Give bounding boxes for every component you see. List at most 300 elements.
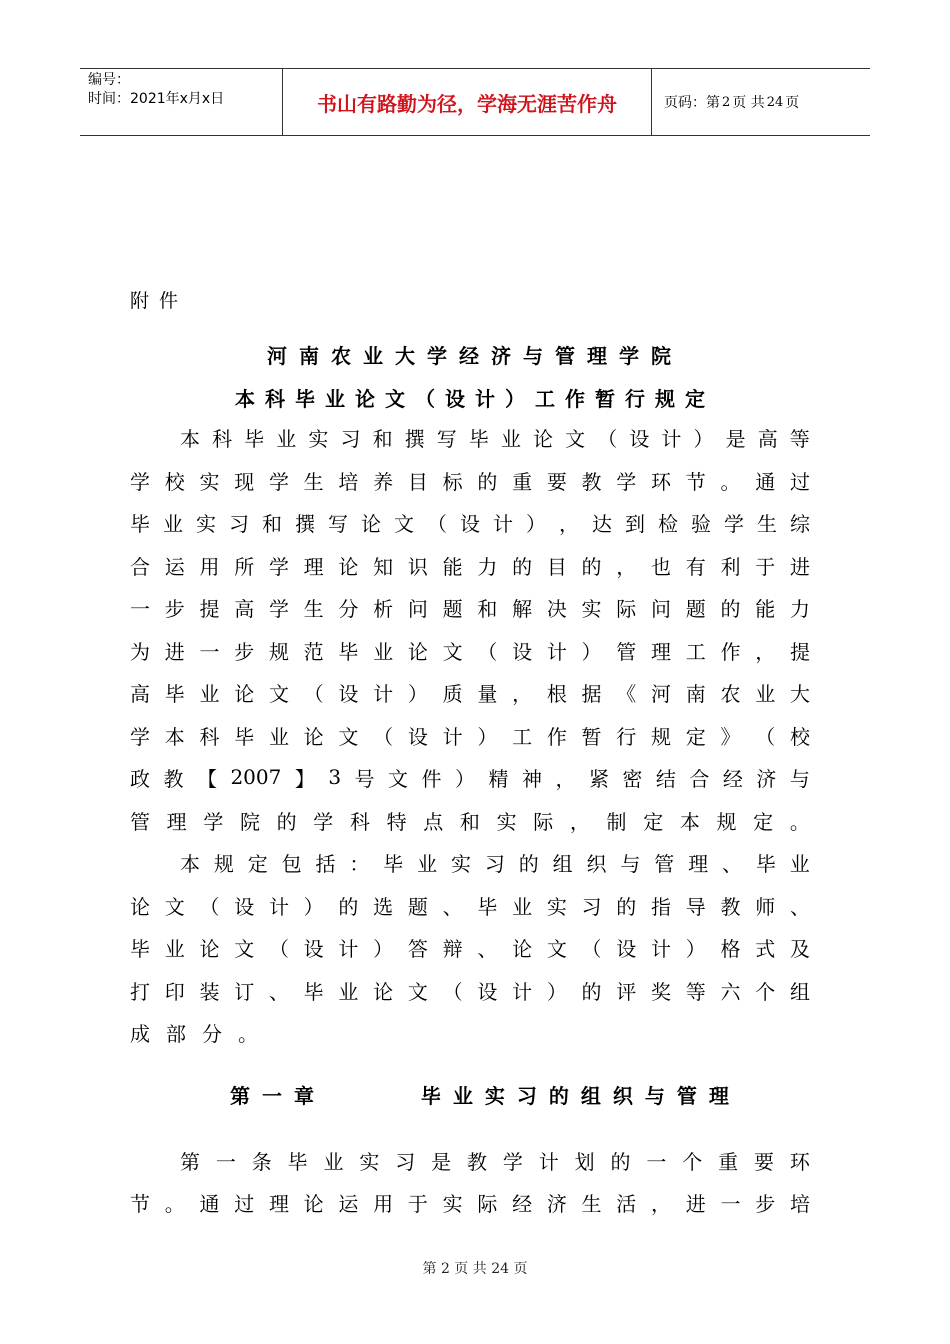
- text-glyph: 理: [651, 639, 672, 664]
- text-glyph: 际: [616, 596, 637, 621]
- text-glyph: 识: [407, 554, 428, 579]
- text-glyph: 及: [789, 936, 810, 961]
- text-glyph: 写: [328, 511, 348, 536]
- text-glyph: ）: [526, 511, 546, 536]
- text-glyph: ，: [569, 809, 590, 834]
- text-glyph: 包: [281, 851, 302, 876]
- text-glyph: 计: [338, 936, 359, 961]
- text-glyph: 一: [215, 1149, 236, 1174]
- text-glyph: 力: [477, 554, 498, 579]
- text-glyph: 培: [789, 1191, 810, 1216]
- page-footer: 第 2 页 共 24 页: [422, 1261, 528, 1277]
- text-glyph: 选: [373, 894, 394, 919]
- text-glyph: 一: [720, 1191, 741, 1216]
- text-glyph: 工: [685, 639, 706, 664]
- text-glyph: 毕: [383, 851, 404, 876]
- text-glyph: 题: [685, 596, 706, 621]
- body-line: [130, 890, 810, 920]
- text-glyph: 设: [303, 936, 324, 961]
- text-glyph: 生: [581, 1191, 602, 1216]
- text-glyph: 定: [685, 724, 706, 749]
- text-glyph: 本: [180, 851, 200, 876]
- text-glyph: 行: [616, 724, 637, 749]
- text-glyph: 高: [757, 426, 778, 451]
- text-glyph: 学: [724, 511, 744, 536]
- text-glyph: 设: [460, 511, 480, 536]
- text-glyph: 业: [417, 851, 438, 876]
- text-glyph: ）: [693, 426, 714, 451]
- text-glyph: 学: [268, 554, 289, 579]
- text-glyph: 设: [338, 681, 359, 706]
- text-glyph: 量: [477, 681, 498, 706]
- body-line: [130, 1017, 810, 1047]
- text-glyph: 环: [789, 1149, 810, 1174]
- text-glyph: 作: [546, 724, 567, 749]
- text-glyph: 步: [234, 639, 255, 664]
- text-glyph: 校: [164, 469, 185, 494]
- text-glyph: 养: [373, 469, 394, 494]
- text-glyph: 业: [163, 511, 183, 536]
- text-glyph: 生: [757, 511, 777, 536]
- text-glyph: 到: [625, 511, 645, 536]
- text-glyph: 文: [234, 936, 255, 961]
- text-glyph: 农: [720, 681, 741, 706]
- text-glyph: 等: [789, 426, 810, 451]
- text-glyph: 的: [338, 894, 359, 919]
- text-glyph: 于: [407, 1191, 428, 1216]
- text-glyph: 毕: [468, 426, 489, 451]
- header-page-info: [652, 69, 870, 135]
- text-glyph: 实: [199, 469, 220, 494]
- text-glyph: 为: [130, 639, 150, 664]
- text-glyph: 装: [199, 979, 220, 1004]
- text-glyph: 计: [651, 936, 672, 961]
- text-glyph: 作: [720, 639, 741, 664]
- text-glyph: 文: [394, 511, 414, 536]
- text-glyph: 毕: [234, 724, 255, 749]
- text-glyph: 写: [436, 426, 457, 451]
- text-glyph: 导: [685, 894, 706, 919]
- page-header: [80, 68, 870, 136]
- page-suffix: 页: [785, 95, 800, 111]
- text-glyph: 题: [407, 894, 428, 919]
- text-glyph: 理: [268, 1191, 289, 1216]
- text-glyph: 习: [484, 851, 505, 876]
- text-glyph: 特: [386, 809, 407, 834]
- page-prefix: 页码：第: [664, 95, 720, 111]
- text-glyph: 师: [755, 894, 776, 919]
- text-glyph: 、: [442, 894, 463, 919]
- body-line: [130, 677, 810, 707]
- text-glyph: 本: [164, 724, 185, 749]
- text-glyph: 设: [629, 426, 650, 451]
- text-glyph: 论: [130, 894, 150, 919]
- text-glyph: 和: [262, 511, 282, 536]
- text-glyph: 决: [546, 596, 567, 621]
- text-glyph: 》: [720, 724, 741, 749]
- text-glyph: 也: [651, 554, 672, 579]
- text-glyph: 知: [373, 554, 394, 579]
- text-glyph: 所: [234, 554, 255, 579]
- text-glyph: ：: [349, 851, 370, 876]
- text-glyph: 【: [196, 766, 217, 791]
- text-glyph: ，: [555, 766, 576, 791]
- text-glyph: 奖: [651, 979, 672, 1004]
- document-time: 时间：2021年x月x日: [88, 91, 225, 107]
- text-glyph: 科: [199, 724, 220, 749]
- text-glyph: 论: [303, 724, 324, 749]
- text-glyph: 文: [388, 766, 409, 791]
- text-glyph: 条: [251, 1149, 272, 1174]
- text-glyph: 分: [202, 1021, 222, 1046]
- text-glyph: 格: [720, 936, 741, 961]
- text-glyph: 个: [755, 979, 776, 1004]
- text-glyph: 神: [521, 766, 542, 791]
- text-glyph: 指: [651, 894, 672, 919]
- text-glyph: 理: [303, 554, 324, 579]
- body-line: [130, 550, 810, 580]
- text-glyph: 业: [512, 894, 533, 919]
- text-glyph: ，: [512, 681, 533, 706]
- text-glyph: 是: [431, 1149, 452, 1174]
- text-glyph: 文: [442, 639, 463, 664]
- text-glyph: 管: [654, 851, 675, 876]
- text-glyph: 提: [199, 596, 220, 621]
- text-glyph: 要: [546, 469, 567, 494]
- text-glyph: 一: [646, 1149, 667, 1174]
- text-glyph: 号: [354, 766, 375, 791]
- text-glyph: 据: [581, 681, 602, 706]
- text-glyph: 过: [789, 469, 810, 494]
- text-glyph: 验: [691, 511, 711, 536]
- text-glyph: 学: [313, 809, 334, 834]
- text-glyph: 撰: [404, 426, 425, 451]
- text-glyph: 检: [658, 511, 678, 536]
- body-line: [180, 422, 810, 452]
- text-glyph: 实: [359, 1149, 380, 1174]
- text-glyph: 文: [268, 681, 289, 706]
- body-line: [180, 847, 810, 877]
- text-glyph: 和: [459, 809, 480, 834]
- text-glyph: 、: [722, 851, 742, 876]
- body-line: [130, 592, 810, 622]
- text-glyph: 根: [546, 681, 567, 706]
- text-glyph: （: [268, 936, 289, 961]
- text-glyph: 。: [164, 1191, 185, 1216]
- text-glyph: 进: [789, 554, 810, 579]
- text-glyph: 过: [234, 1191, 255, 1216]
- page-mid: 页 共: [732, 95, 765, 111]
- text-glyph: 南: [685, 681, 706, 706]
- text-glyph: 本: [679, 809, 700, 834]
- text-glyph: 设: [234, 894, 255, 919]
- text-glyph: 经: [722, 766, 743, 791]
- text-glyph: 定: [247, 851, 268, 876]
- text-glyph: 答: [407, 936, 428, 961]
- text-glyph: ）: [477, 724, 498, 749]
- text-glyph: 步: [755, 1191, 776, 1216]
- text-glyph: 。: [789, 809, 810, 834]
- text-glyph: 河: [651, 681, 672, 706]
- text-glyph: 毕: [287, 1149, 308, 1174]
- text-glyph: 析: [373, 596, 394, 621]
- body-line: [130, 507, 810, 537]
- text-glyph: 结: [655, 766, 676, 791]
- text-glyph: 重: [718, 1149, 739, 1174]
- text-glyph: 提: [789, 639, 810, 664]
- text-glyph: 进: [685, 1191, 706, 1216]
- text-glyph: 计: [538, 1149, 559, 1174]
- text-glyph: ，: [559, 511, 579, 536]
- text-glyph: 印: [164, 979, 185, 1004]
- text-glyph: 毕: [164, 681, 185, 706]
- header-meta: [80, 69, 282, 135]
- text-glyph: 教: [163, 766, 184, 791]
- text-glyph: 计: [268, 894, 289, 919]
- text-glyph: 毕: [130, 511, 150, 536]
- text-glyph: 目: [407, 469, 428, 494]
- text-glyph: 节: [685, 469, 706, 494]
- text-glyph: 要: [754, 1149, 774, 1174]
- text-glyph: 设: [407, 724, 428, 749]
- text-glyph: （: [581, 936, 602, 961]
- text-glyph: 管: [616, 639, 637, 664]
- text-glyph: 规: [213, 851, 234, 876]
- text-glyph: 利: [720, 554, 741, 579]
- text-glyph: 与: [620, 851, 641, 876]
- page-number: 2: [722, 94, 731, 110]
- text-glyph: 培: [338, 469, 359, 494]
- text-glyph: 论: [303, 1191, 324, 1216]
- text-glyph: 活: [616, 1191, 637, 1216]
- text-glyph: 第: [180, 1149, 200, 1174]
- document-title-line-2: 本科毕业论文（设计）工作暂行规定: [235, 387, 715, 411]
- text-glyph: 论: [338, 554, 359, 579]
- text-glyph: （: [755, 724, 776, 749]
- text-glyph: 是: [725, 426, 746, 451]
- text-glyph: 的: [616, 894, 637, 919]
- text-glyph: 毕: [130, 936, 150, 961]
- text-glyph: 的: [610, 1149, 631, 1174]
- text-glyph: 实: [581, 596, 602, 621]
- text-glyph: 设: [512, 639, 533, 664]
- text-glyph: 毕: [755, 851, 776, 876]
- text-glyph: 工: [512, 724, 533, 749]
- text-glyph: 分: [338, 596, 359, 621]
- text-glyph: 业: [199, 681, 220, 706]
- text-glyph: 密: [622, 766, 643, 791]
- text-glyph: 定: [753, 809, 774, 834]
- document-code-label: 编号：: [88, 72, 130, 88]
- text-glyph: 文: [565, 426, 586, 451]
- text-glyph: 计: [546, 639, 567, 664]
- text-glyph: ，: [755, 639, 776, 664]
- text-glyph: 毕: [338, 639, 359, 664]
- text-glyph: （: [597, 426, 618, 451]
- text-glyph: 习: [229, 511, 249, 536]
- text-glyph: 学: [268, 596, 289, 621]
- text-glyph: 文: [407, 979, 428, 1004]
- page-total: 24: [766, 94, 784, 110]
- text-glyph: 暂: [581, 724, 602, 749]
- text-glyph: 能: [442, 554, 463, 579]
- text-glyph: 个: [682, 1149, 703, 1174]
- text-glyph: （: [199, 894, 220, 919]
- body-line: [130, 720, 810, 750]
- text-glyph: 大: [789, 681, 810, 706]
- text-glyph: 的: [581, 979, 602, 1004]
- text-glyph: 生: [303, 469, 324, 494]
- body-line: [130, 635, 810, 665]
- text-glyph: 习: [340, 426, 361, 451]
- text-glyph: 用: [199, 554, 220, 579]
- text-glyph: 成: [130, 1021, 150, 1046]
- text-glyph: ）: [546, 979, 567, 1004]
- text-glyph: 科: [349, 809, 370, 834]
- text-glyph: 经: [512, 1191, 533, 1216]
- header-motto: 书山有路勤为径，学海无涯苦作舟: [282, 69, 652, 135]
- text-glyph: 的: [276, 809, 297, 834]
- text-glyph: 学: [130, 724, 150, 749]
- text-glyph: 环: [651, 469, 672, 494]
- text-glyph: ）: [407, 681, 428, 706]
- text-glyph: 重: [512, 469, 533, 494]
- text-glyph: 科: [212, 426, 233, 451]
- text-glyph: ，: [616, 554, 637, 579]
- text-glyph: 业: [323, 1149, 344, 1174]
- text-glyph: 理: [166, 809, 187, 834]
- text-glyph: 校: [789, 724, 810, 749]
- text-glyph: 教: [467, 1149, 487, 1174]
- text-glyph: 组: [789, 979, 810, 1004]
- text-glyph: 通: [755, 469, 776, 494]
- text-glyph: 业: [164, 936, 185, 961]
- text-glyph: 一: [130, 596, 150, 621]
- text-glyph: ）: [373, 936, 394, 961]
- body-line: [130, 932, 810, 962]
- text-glyph: 院: [239, 809, 260, 834]
- text-glyph: 规: [268, 639, 289, 664]
- text-glyph: 进: [164, 639, 185, 664]
- text-glyph: 规: [651, 724, 672, 749]
- text-glyph: 通: [199, 1191, 220, 1216]
- text-glyph: 政: [130, 766, 150, 791]
- text-glyph: 和: [372, 426, 393, 451]
- text-glyph: 规: [716, 809, 737, 834]
- text-glyph: 实: [442, 1191, 463, 1216]
- text-glyph: 标: [442, 469, 463, 494]
- text-glyph: 质: [442, 681, 463, 706]
- text-glyph: 划: [574, 1149, 595, 1174]
- text-glyph: 生: [303, 596, 324, 621]
- text-glyph: 学: [130, 469, 150, 494]
- text-glyph: 运: [338, 1191, 359, 1216]
- text-glyph: 业: [373, 639, 394, 664]
- text-glyph: 的: [477, 469, 498, 494]
- text-glyph: 部: [166, 1021, 186, 1046]
- text-glyph: 毕: [477, 894, 498, 919]
- text-glyph: 题: [442, 596, 463, 621]
- text-glyph: 《: [616, 681, 637, 706]
- text-glyph: 设: [477, 979, 498, 1004]
- text-glyph: 组: [552, 851, 573, 876]
- text-glyph: 学: [616, 469, 637, 494]
- text-glyph: 高: [234, 596, 255, 621]
- text-glyph: 问: [651, 596, 672, 621]
- text-glyph: 业: [789, 851, 810, 876]
- text-glyph: （: [442, 979, 463, 1004]
- text-glyph: 力: [789, 596, 810, 621]
- text-glyph: 件: [421, 766, 442, 791]
- text-glyph: 毕: [244, 426, 265, 451]
- body-line: [130, 975, 810, 1005]
- text-glyph: 论: [407, 639, 428, 664]
- text-glyph: 业: [268, 724, 289, 749]
- text-glyph: 论: [512, 936, 533, 961]
- text-glyph: 业: [500, 426, 521, 451]
- text-glyph: 习: [395, 1149, 416, 1174]
- text-glyph: 本: [180, 426, 200, 451]
- chapter-title: 第一章 毕业实习的组织与管理: [230, 1084, 741, 1108]
- text-glyph: 高: [130, 681, 150, 706]
- article-line: [130, 1187, 810, 1217]
- text-glyph: 论: [533, 426, 554, 451]
- text-glyph: 济: [546, 1191, 567, 1216]
- text-glyph: 论: [361, 511, 381, 536]
- text-glyph: 现: [234, 469, 255, 494]
- text-glyph: 精: [488, 766, 509, 791]
- text-glyph: （: [373, 724, 394, 749]
- text-glyph: 论: [373, 979, 394, 1004]
- text-glyph: 计: [512, 979, 533, 1004]
- text-glyph: 问: [407, 596, 428, 621]
- text-glyph: 撰: [295, 511, 315, 536]
- text-glyph: （: [427, 511, 447, 536]
- text-glyph: 文: [164, 894, 185, 919]
- text-glyph: 教: [581, 469, 602, 494]
- text-glyph: 教: [720, 894, 741, 919]
- text-glyph: 一: [199, 639, 220, 664]
- text-glyph: 与: [789, 766, 810, 791]
- document-title-line-1: 河南农业大学经济与管理学院: [267, 344, 683, 368]
- text-glyph: 际: [477, 1191, 498, 1216]
- text-glyph: 济: [756, 766, 777, 791]
- text-glyph: 毕: [303, 979, 324, 1004]
- text-glyph: 紧: [588, 766, 609, 791]
- text-glyph: 学: [268, 469, 289, 494]
- text-glyph: 计: [373, 681, 394, 706]
- text-glyph: 范: [303, 639, 324, 664]
- text-glyph: 学: [502, 1149, 523, 1174]
- text-glyph: 文: [338, 724, 359, 749]
- text-glyph: 步: [164, 596, 185, 621]
- text-glyph: 等: [685, 979, 706, 1004]
- text-glyph: 评: [616, 979, 637, 1004]
- text-glyph: 的: [581, 554, 602, 579]
- text-glyph: 织: [586, 851, 607, 876]
- text-glyph: 论: [199, 936, 220, 961]
- text-glyph: 实: [546, 894, 567, 919]
- text-glyph: 实: [308, 426, 329, 451]
- text-glyph: 定: [643, 809, 664, 834]
- text-glyph: 习: [581, 894, 602, 919]
- text-glyph: 合: [130, 554, 150, 579]
- text-glyph: 有: [685, 554, 706, 579]
- text-glyph: ，: [651, 1191, 672, 1216]
- text-glyph: 】: [294, 766, 315, 791]
- text-glyph: 3: [328, 765, 342, 789]
- article-line: [180, 1145, 810, 1175]
